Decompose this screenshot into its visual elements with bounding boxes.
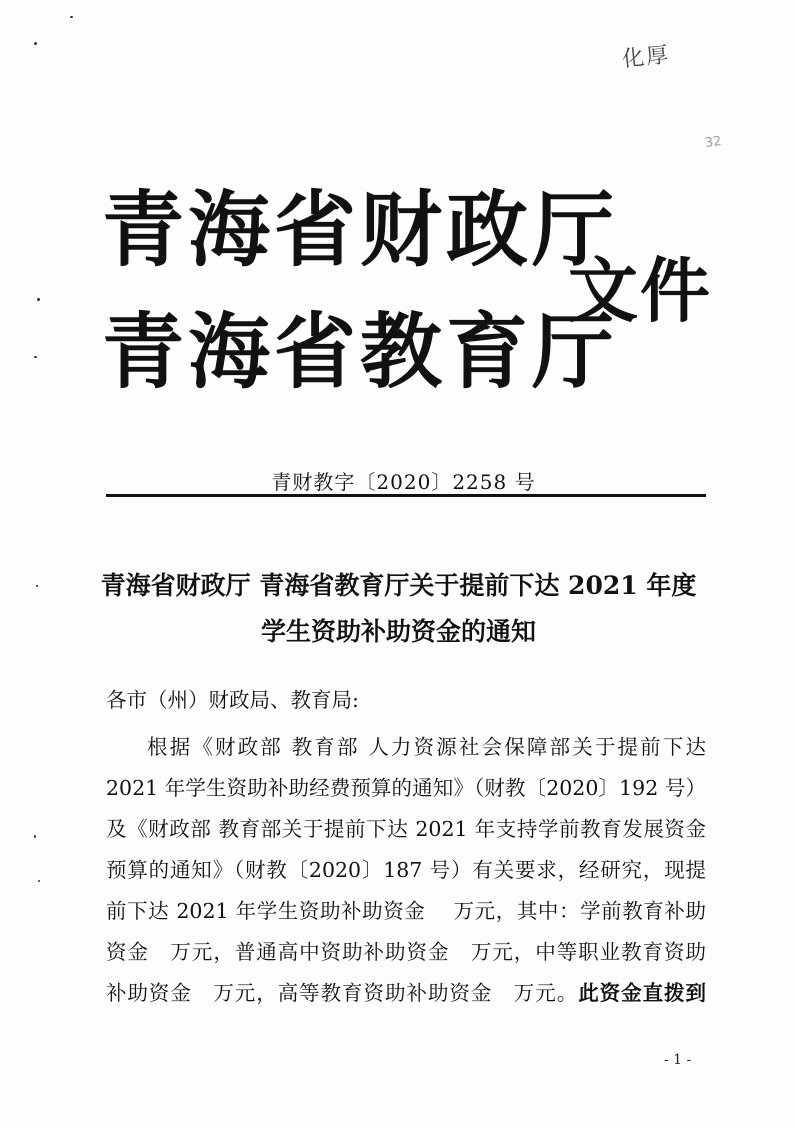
document-suffix: 文件 (568, 250, 712, 332)
scan-speck (37, 298, 40, 301)
body-line: 资金 万元，普通高中资助补助资金 万元，中等职业教育资助 (106, 940, 706, 964)
scan-speck (38, 880, 40, 882)
body-line: 及《财政部 教育部关于提前下达 2021 年支持学前教育发展资金 (106, 817, 706, 841)
scan-speck (34, 42, 37, 45)
body-line: 2021 年学生资助补助经费预算的通知》（财教〔2020〕192 号） (106, 776, 706, 800)
scan-speck (34, 356, 37, 358)
body-line-text: 补助资金 万元，高等教育资助补助资金 万元。 (106, 981, 579, 1005)
issuer-line-education: 青海省教育厅 (102, 305, 619, 400)
notice-title-line2: 学生资助补助资金的通知 (260, 617, 536, 646)
body-line: 预算的通知》（财教〔2020〕187 号）有关要求，经研究，现提 (106, 858, 706, 882)
body-line-last (106, 973, 706, 1014)
body-paragraph (106, 727, 706, 1014)
page-number: - 1 - (664, 1052, 692, 1068)
body-line: 根据《财政部 教育部 人力资源社会保障部关于提前下达 (147, 735, 706, 759)
notice-title-line1: 青海省财政厅 青海省教育厅关于提前下达 2021 年度 (100, 571, 697, 600)
scan-speck (34, 835, 36, 838)
salutation: 各市（州）财政局、教育局: (106, 688, 359, 712)
issuer-header (102, 183, 712, 430)
issuer-line-finance: 青海省财政厅 (102, 183, 619, 278)
body-line: 前下达 2021 年学生资助补助资金 万元，其中：学前教育补助 (106, 899, 706, 923)
scan-speck (70, 16, 73, 18)
pencil-number: 32 (704, 133, 723, 152)
body-bold-text: 此资金直拨到 (578, 981, 707, 1005)
header-rule (106, 494, 706, 497)
document-number: 青财教字〔2020〕2258 号 (271, 470, 536, 494)
handwritten-annotation: 化厚 (621, 42, 672, 73)
